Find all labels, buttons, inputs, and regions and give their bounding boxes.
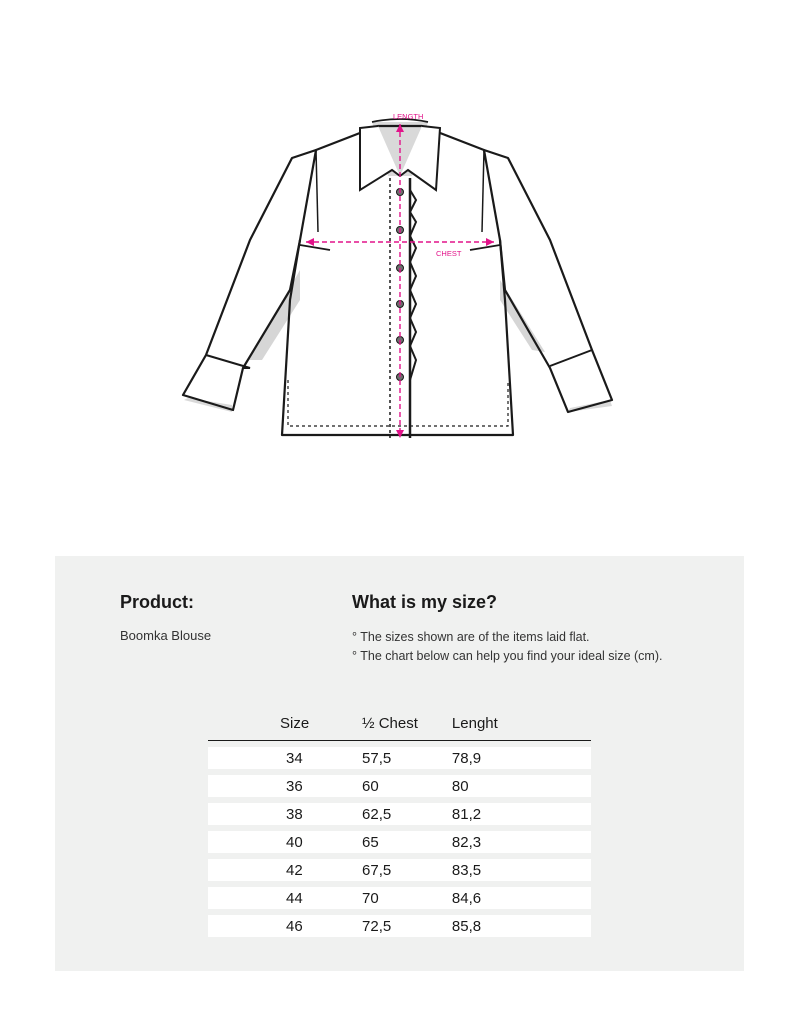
size-cell: 44 (208, 887, 362, 909)
chest-cell: 72,5 (362, 915, 452, 937)
product-name: Boomka Blouse (120, 628, 212, 643)
size-chart-table (208, 704, 591, 943)
column-header-half-chest: ½ Chest (362, 710, 452, 741)
length-label: LENGTH (393, 112, 424, 121)
table-row (208, 747, 591, 769)
chest-cell: 67,5 (362, 859, 452, 881)
chest-cell: 57,5 (362, 747, 452, 769)
table-row (208, 831, 591, 853)
chest-cell: 60 (362, 775, 452, 797)
size-cell: 34 (208, 747, 362, 769)
chest-label: CHEST (436, 249, 462, 258)
length-cell: 78,9 (452, 747, 535, 769)
table-row (208, 887, 591, 909)
size-cell: 40 (208, 831, 362, 853)
size-heading: What is my size? (352, 592, 498, 612)
table-header-row (208, 710, 591, 741)
size-note: ° The sizes shown are of the items laid flat. (352, 630, 590, 644)
chest-cell: 70 (362, 887, 452, 909)
length-cell: 85,8 (452, 915, 535, 937)
length-cell: 81,2 (452, 803, 535, 825)
column-header-length: Lenght (452, 710, 535, 741)
length-cell: 84,6 (452, 887, 535, 909)
blouse-diagram (0, 0, 799, 470)
chest-cell: 65 (362, 831, 452, 853)
product-heading: Product: (120, 592, 194, 612)
table-row (208, 915, 591, 937)
column-header-size: Size (208, 710, 362, 741)
chest-cell: 62,5 (362, 803, 452, 825)
table-row (208, 859, 591, 881)
size-notes (352, 628, 662, 666)
size-note: ° The chart below can help you find your ideal size (cm). (352, 649, 663, 663)
size-cell: 46 (208, 915, 362, 937)
length-cell: 82,3 (452, 831, 535, 853)
length-cell: 80 (452, 775, 535, 797)
size-cell: 36 (208, 775, 362, 797)
size-cell: 38 (208, 803, 362, 825)
table-row (208, 803, 591, 825)
length-cell: 83,5 (452, 859, 535, 881)
table-row (208, 775, 591, 797)
size-cell: 42 (208, 859, 362, 881)
